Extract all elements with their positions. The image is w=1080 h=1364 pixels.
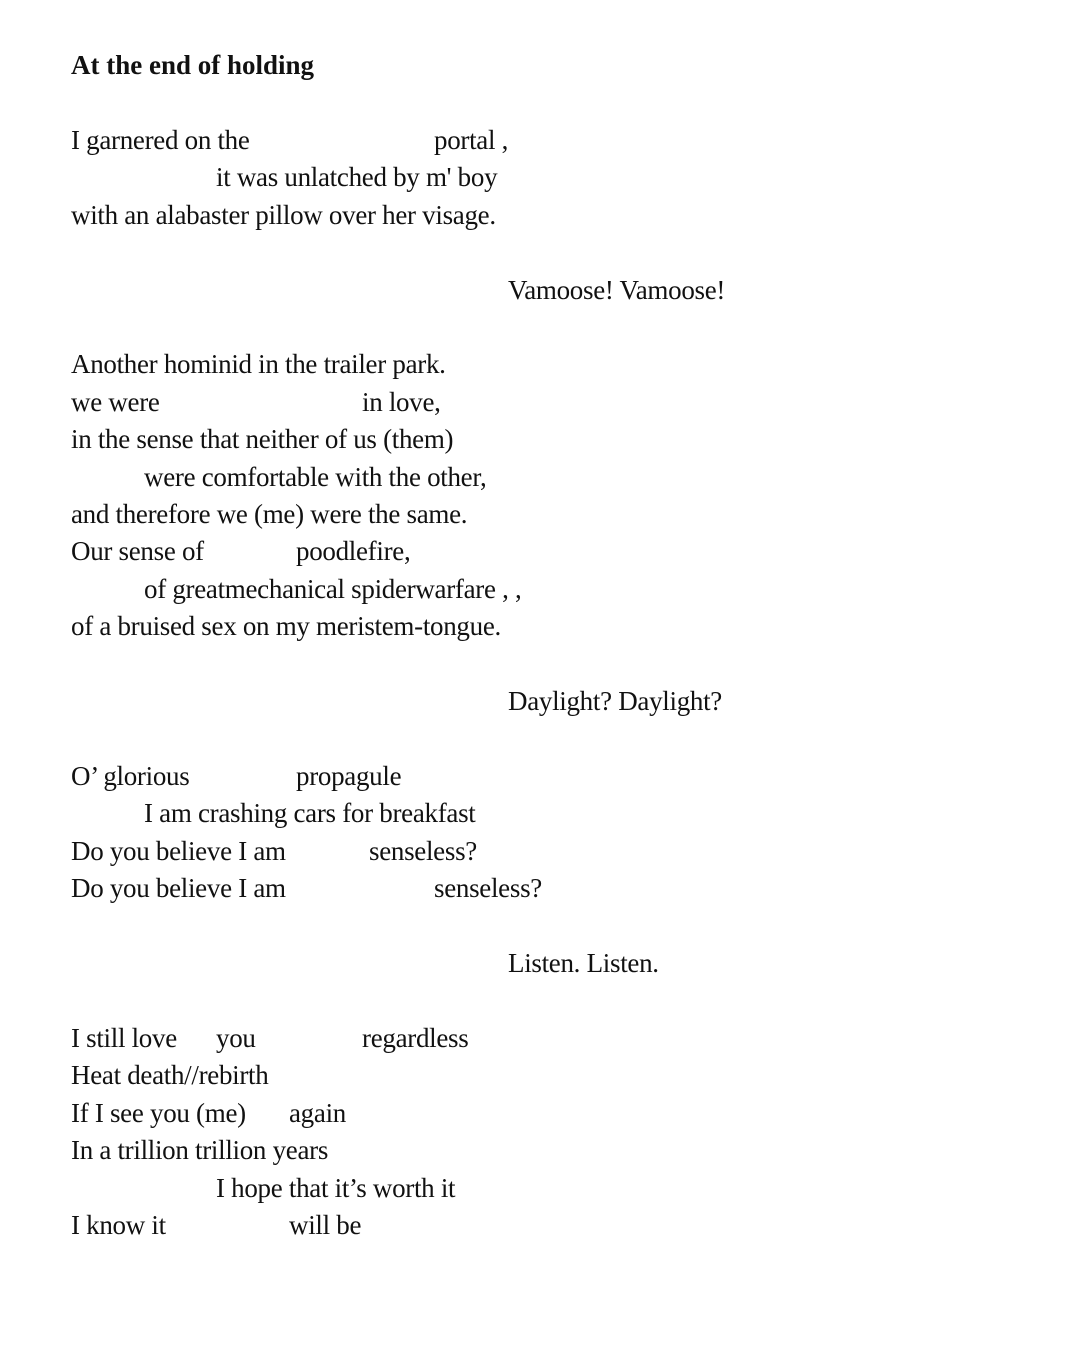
poem-line: were comfortable with the other, [144,462,487,492]
poem-line: Another hominid in the trailer park. [71,349,446,379]
poem-line: senseless? [434,873,542,903]
poem-line: I hope that it’s worth it [216,1173,456,1203]
poem-line: it was unlatched by m' boy [216,162,498,192]
poem-line: Do you believe I am [71,836,286,866]
poem-line: I garnered on the [71,125,250,155]
poem-line: you [216,1023,256,1053]
poem-line: O’ glorious [71,761,190,791]
poem-line: portal , [434,125,509,155]
refrain-line: Daylight? Daylight? [508,686,722,716]
poem-line: If I see you (me) [71,1098,246,1128]
poem-line: will be [289,1210,362,1240]
poem-line: regardless [362,1023,469,1053]
poem-line: senseless? [369,836,477,866]
poem-title: At the end of holding [71,50,315,80]
poem-line: I know it [71,1210,166,1240]
poem-line: I still love [71,1023,177,1053]
poem-line: Heat death//rebirth [71,1060,269,1090]
poem-line: propagule [296,761,402,791]
poem-line: with an alabaster pillow over her visage. [71,200,496,230]
poem-line: we were [71,387,160,417]
poem-line: Do you believe I am [71,873,286,903]
poem-line: In a trillion trillion years [71,1135,329,1165]
poem-line: again [289,1098,346,1128]
poem-line: Our sense of [71,536,204,566]
poem-line: and therefore we (me) were the same. [71,499,468,529]
poem-line: in the sense that neither of us (them) [71,424,454,454]
poem-line: poodlefire, [296,536,411,566]
refrain-line: Listen. Listen. [508,948,659,978]
poem-line: of a bruised sex on my meristem-tongue. [71,611,501,641]
poem-line: in love, [362,387,441,417]
poem-line: of greatmechanical spiderwarfare , , [144,574,522,604]
refrain-line: Vamoose! Vamoose! [508,275,726,305]
poem-line: I am crashing cars for breakfast [144,798,476,828]
